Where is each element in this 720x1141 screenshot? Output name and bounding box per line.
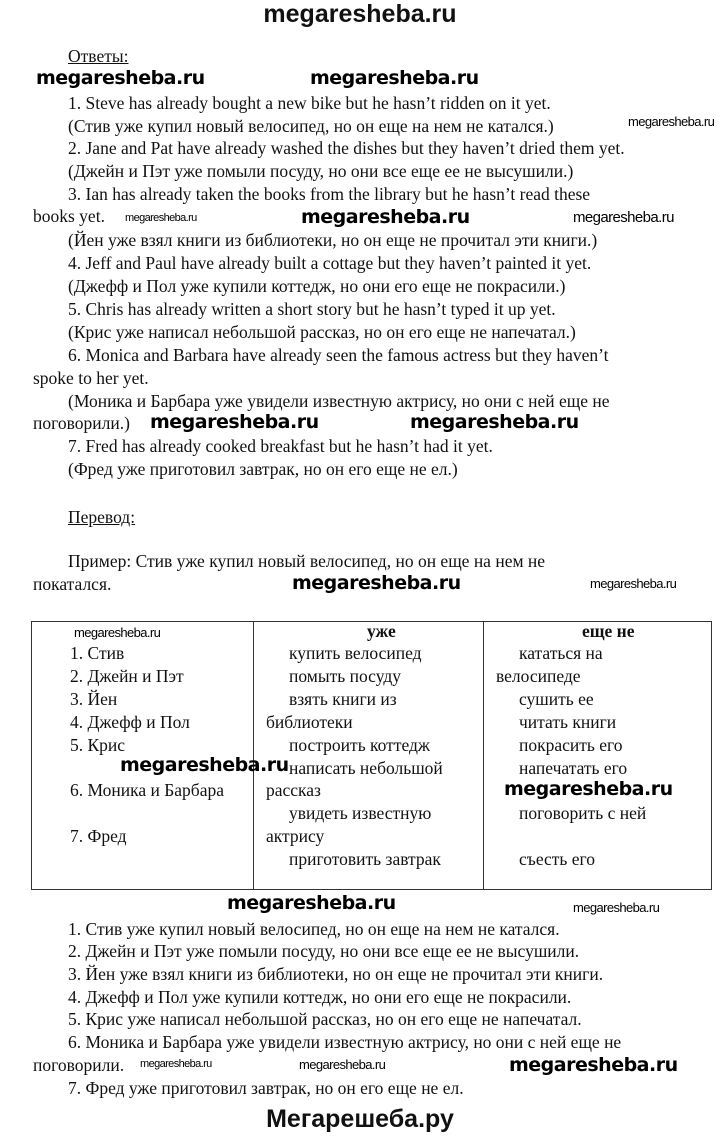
site-footer: Мегарешеба.ру (266, 1105, 454, 1133)
already-cell: помыть посуду (289, 666, 402, 686)
watermark: megaresheba.ru (573, 209, 674, 226)
already-cell: купить велосипед (289, 643, 422, 663)
name-cell: 1. Стив (70, 643, 125, 663)
answer-line: 1. Steve has already bought a new bike but he hasn’t ridden on it yet. (68, 93, 551, 113)
watermark: megaresheba.ru (590, 576, 677, 591)
column-divider (483, 622, 484, 889)
watermark: megaresheba.ru (299, 1057, 386, 1072)
answer-line: поговорили.) (33, 413, 130, 433)
answers-title: Ответы: (68, 46, 129, 66)
answer-line: (Фред уже приготовил завтрак, но он его еще не ел.) (68, 459, 458, 479)
answer-line: books yet. (33, 206, 105, 226)
already-cell: увидеть известную (289, 803, 432, 823)
watermark: megaresheba.ru (410, 411, 579, 433)
sentence-line: 2. Джейн и Пэт уже помыли посуду, но они все еще ее не высушили. (68, 941, 580, 961)
watermark: megaresheba.ru (301, 206, 470, 228)
not-yet-cell: поговорить с ней (519, 803, 647, 823)
answer-line: (Джейн и Пэт уже помыли посуду, но они все еще ее не высушили.) (68, 161, 574, 181)
not-yet-cell: кататься на (519, 643, 603, 663)
watermark: megaresheba.ru (227, 892, 396, 914)
name-cell: 7. Фред (70, 826, 127, 846)
sentence-line: 3. Йен уже взял книги из библиотеки, но он еще не прочитал эти книги. (68, 964, 604, 984)
name-cell: 3. Йен (70, 689, 118, 709)
watermark: megaresheba.ru (140, 1058, 212, 1070)
translation-title: Перевод: (68, 507, 136, 527)
example-line: Пример: Стив уже купил новый велосипед, но он еще на нем не (68, 551, 546, 571)
header-not-yet: еще не (582, 621, 635, 641)
sentence-line: 7. Фред уже приготовил завтрак, но он его еще не ел. (68, 1078, 464, 1098)
watermark: megaresheba.ru (120, 754, 289, 776)
watermark: megaresheba.ru (628, 114, 715, 129)
sentence-line: 5. Крис уже написал небольшой рассказ, но он его еще не напечатал. (68, 1009, 582, 1029)
name-cell: 5. Крис (70, 735, 126, 755)
site-header: megaresheba.ru (263, 0, 457, 28)
watermark: megaresheba.ru (509, 1054, 678, 1076)
sentence-line: 6. Моника и Барбара уже увидели известную актрису, но они с ней еще не (68, 1032, 622, 1052)
watermark: megaresheba.ru (150, 411, 319, 433)
answer-line: 6. Monica and Barbara have already seen the famous actress but they haven’t (68, 345, 609, 365)
answer-line: 5. Chris has already written a short story but he hasn’t typed it up yet. (68, 299, 556, 319)
watermark: megaresheba.ru (292, 572, 461, 594)
not-yet-cell: покрасить его (519, 735, 623, 755)
not-yet-cell: напечатать его (519, 758, 628, 778)
answer-line: spoke to her yet. (33, 368, 149, 388)
answer-line: (Крис уже написал небольшой рассказ, но он его еще не напечатал.) (68, 322, 576, 342)
name-cell: 2. Джейн и Пэт (70, 666, 184, 686)
sentence-line: 1. Стив уже купил новый велосипед, но он еще на нем не катался. (68, 919, 560, 939)
header-already: уже (367, 621, 396, 641)
not-yet-cell: съесть его (519, 849, 596, 869)
name-cell: 6. Моника и Барбара (70, 780, 224, 800)
answer-line: 2. Jane and Pat have already washed the dishes but they haven’t dried them yet. (68, 138, 625, 158)
watermark: megaresheba.ru (125, 212, 197, 224)
not-yet-cell: велосипеде (496, 666, 581, 686)
answer-line: 7. Fred has already cooked breakfast but he hasn’t had it yet. (68, 436, 493, 456)
already-cell: рассказ (266, 780, 321, 800)
answer-line: 3. Ian has already taken the books from the library but he hasn’t read these (68, 184, 591, 204)
already-cell: построить коттедж (289, 735, 431, 755)
answer-line: (Йен уже взял книги из библиотеки, но он еще не прочитал эти книги.) (68, 230, 598, 250)
already-cell: написать небольшой (289, 758, 443, 778)
sentence-line: 4. Джефф и Пол уже купили коттедж, но они его еще не покрасили. (68, 987, 572, 1007)
answer-line: 4. Jeff and Paul have already built a cottage but they haven’t painted it yet. (68, 253, 592, 273)
watermark: megaresheba.ru (36, 67, 205, 89)
not-yet-cell: сушить ее (519, 689, 594, 709)
example-line: покатался. (33, 574, 112, 594)
watermark: megaresheba.ru (310, 67, 479, 89)
watermark: megaresheba.ru (573, 900, 660, 915)
answer-line: (Стив уже купил новый велосипед, но он еще на нем не катался.) (68, 116, 554, 136)
name-cell: 4. Джефф и Пол (70, 712, 190, 732)
already-cell: актрису (266, 826, 325, 846)
already-cell: взять книги из (289, 689, 397, 709)
already-cell: библиотеки (266, 712, 353, 732)
watermark: megaresheba.ru (74, 625, 161, 640)
already-cell: приготовить завтрак (289, 849, 441, 869)
watermark: megaresheba.ru (504, 778, 673, 800)
answer-line: (Джефф и Пол уже купили коттедж, но они его еще не покрасили.) (68, 276, 566, 296)
sentence-line: поговорили. (33, 1055, 125, 1075)
not-yet-cell: читать книги (519, 712, 617, 732)
answer-line: (Моника и Барбара уже увидели известную актрису, но они с ней еще не (68, 391, 610, 411)
